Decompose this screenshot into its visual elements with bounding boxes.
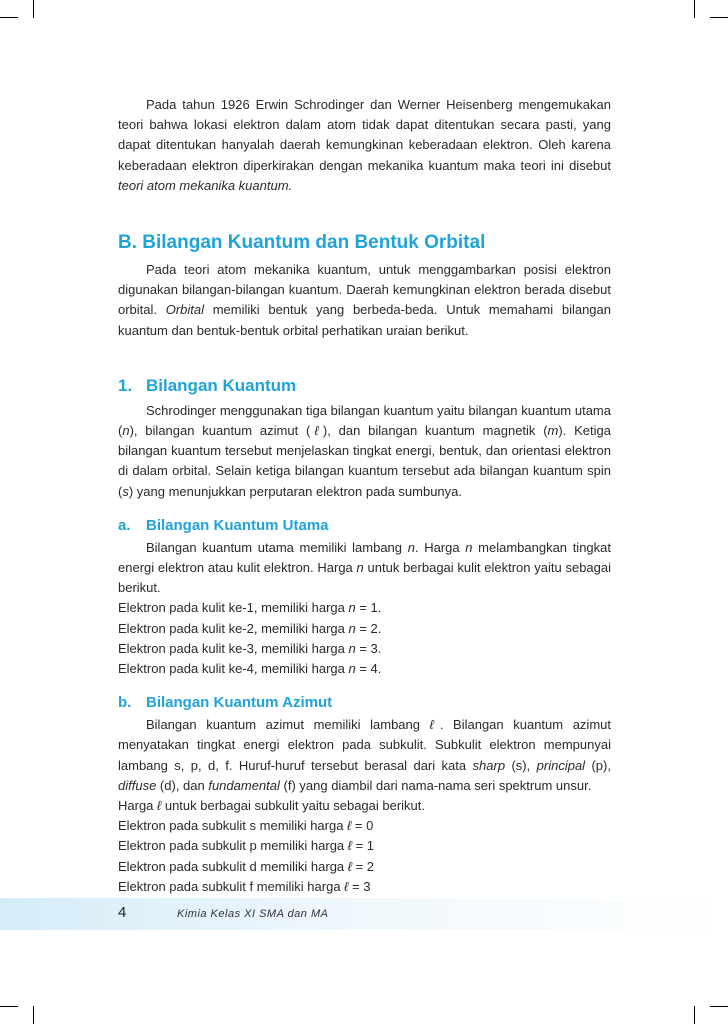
list-item-text: Elektron pada subkulit d memiliki harga <box>118 858 348 874</box>
page-body <box>118 95 611 897</box>
var-n: n <box>356 560 364 576</box>
sub1-text: ). Ketiga bilangan kuantum tersebut menjelaskan tingkat energi, bentuk, dan orientasi elektron di dalam orbital. Selain ketiga bilangan kuantum tersebut ada bilangan kuantum spin ( <box>118 423 611 499</box>
term-diffuse: diffuse <box>118 777 157 793</box>
sub1-text: ), bilangan kuantum azimut ( <box>129 423 311 439</box>
crop-mark <box>0 1006 18 1007</box>
sub-a-title: Bilangan Kuantum Utama <box>146 516 329 534</box>
list-item-value: = 1. <box>355 600 382 616</box>
crop-mark <box>0 17 18 18</box>
list-item-text: Elektron pada kulit ke-3, memiliki harga <box>118 640 349 656</box>
sub1-heading <box>118 375 611 397</box>
list-item-value: = 0 <box>351 818 374 834</box>
sub-b-text: (p), <box>585 757 611 773</box>
sub1-paragraph <box>118 401 611 502</box>
section-b-heading: B. Bilangan Kuantum dan Bentuk Orbital <box>118 232 486 254</box>
sub-a-text: melambangkan tingkat energi elektron atau kulit elektron. Harga <box>118 539 611 576</box>
intro-italic: teori atom mekanika kuantum. <box>118 177 293 193</box>
section-b-paragraph <box>118 260 611 341</box>
crop-mark <box>33 1006 34 1024</box>
list-item-value: = 4. <box>355 661 382 677</box>
list-item-text: Elektron pada kulit ke-4, memiliki harga <box>118 661 349 677</box>
sub-b-number: b. <box>118 694 132 712</box>
list-item-text: Elektron pada kulit ke-2, memiliki harga <box>118 620 349 636</box>
crop-mark <box>710 1006 728 1007</box>
sub1-text: ) yang menunjukkan perputaran elektron pada sumbunya. <box>128 483 463 499</box>
list-intro <box>118 796 611 816</box>
list-item <box>118 639 611 659</box>
var-l: ℓ <box>429 717 440 733</box>
sub-a-paragraph <box>118 538 611 599</box>
crop-mark <box>33 0 34 18</box>
var-n: n <box>348 600 356 616</box>
list-item-text: Elektron pada kulit ke-1, memiliki harga <box>118 600 349 616</box>
list-item <box>118 659 611 679</box>
var-n: n <box>348 620 356 636</box>
list-item-text: Elektron pada subkulit f memiliki harga <box>118 878 345 894</box>
var-l: ℓ <box>347 838 352 854</box>
var-n: n <box>465 539 473 555</box>
var-n: n <box>348 640 356 656</box>
term-fundamental: fundamental <box>208 777 280 793</box>
sub-b-text: (d), dan <box>156 777 209 793</box>
var-n: n <box>407 539 415 555</box>
sub-a-text: untuk berbagai kulit elektron yaitu sebagai berikut. <box>118 560 612 596</box>
section-b-text-end: memiliki bentuk yang berbeda-beda. Untuk memahami bilangan kuantum dan bentuk-bentuk orbital perhatikan uraian berikut. <box>118 302 611 338</box>
list-item-text: Elektron pada subkulit s memiliki harga <box>118 818 348 834</box>
sub-b-text: (s), <box>505 757 537 773</box>
sub-b-paragraph <box>118 715 611 796</box>
var-l: ℓ <box>344 878 349 894</box>
list-item-value: = 3. <box>355 640 382 656</box>
var-l: ℓ <box>347 858 352 874</box>
var-m: m <box>547 423 559 439</box>
var-n: n <box>348 661 356 677</box>
sub1-text: Schrodinger menggunakan tiga bilangan kuantum yaitu bilangan kuantum utama ( <box>118 402 611 439</box>
intro-text: Pada tahun 1926 Erwin Schrodinger dan Werner Heisenberg mengemukakan teori bahwa lokasi elektron dalam atom tidak dapat ditentukan secara pasti, yang dapat ditentukan hanyalah daerah kemungkinan keberadaan elektron. Oleh karena keberadaan elektron diperkirakan dengan mekanika kuantum maka teori ini disebut <box>118 97 611 173</box>
sub1-title: Bilangan Kuantum <box>146 375 297 395</box>
intro-paragraph <box>118 95 611 196</box>
list-item <box>118 857 611 877</box>
sub-b-text: . Bilangan kuantum azimut menyatakan tingkat energi elektron pada subkulit. Subkulit elektron mempunyai lambang s, p, d, f. Huruf-huruf tersebut berasal dari kata <box>118 717 611 773</box>
sub1-number: 1. <box>118 375 133 395</box>
list-item-value: = 2. <box>355 620 382 636</box>
list-item-text: Elektron pada subkulit p memiliki harga <box>118 838 348 854</box>
footer-band <box>0 898 728 930</box>
list-intro-text: Harga <box>118 798 158 814</box>
var-l: ℓ <box>310 423 323 439</box>
sub-b-text: Bilangan kuantum azimut memiliki lambang <box>146 717 430 733</box>
term-principal: principal <box>536 757 586 773</box>
sub-a-text: Bilangan kuantum utama memiliki lambang <box>146 539 408 555</box>
list-item <box>118 877 611 897</box>
list-item <box>118 836 611 856</box>
section-b-italic: Orbital <box>165 302 205 318</box>
book-title: Kimia Kelas XI SMA dan MA <box>177 908 329 920</box>
var-l: ℓ <box>157 798 162 814</box>
sub-b-title: Bilangan Kuantum Azimut <box>146 694 333 712</box>
sub-b-text: (f) yang diambil dari nama-nama seri spektrum unsur. <box>279 777 592 793</box>
sub-b-list <box>118 796 611 897</box>
list-item <box>118 598 611 618</box>
page-number: 4 <box>118 904 127 921</box>
crop-mark <box>694 0 695 18</box>
var-l: ℓ <box>347 818 352 834</box>
list-item-value: = 1 <box>351 838 375 854</box>
sub1-text: ), dan bilangan kuantum magnetik ( <box>322 423 548 439</box>
var-n: n <box>122 423 130 439</box>
sub-a-list <box>118 598 611 679</box>
sub-a-text: . Harga <box>414 539 466 555</box>
sub-b-heading <box>118 693 611 713</box>
list-item-value: = 2 <box>351 858 375 874</box>
var-s: s <box>122 483 129 499</box>
sub-a-heading <box>118 516 611 536</box>
term-sharp: sharp <box>472 757 506 773</box>
list-intro-text: untuk berbagai subkulit yaitu sebagai berikut. <box>161 798 426 814</box>
list-item-value: = 3 <box>348 878 371 894</box>
sub-a-number: a. <box>118 516 131 534</box>
crop-mark <box>710 17 728 18</box>
section-b-text: Pada teori atom mekanika kuantum, untuk menggambarkan posisi elektron digunakan bilangan-bilangan kuantum. Daerah kemungkinan elektron berada disebut orbital. <box>118 262 611 318</box>
list-item <box>118 816 611 836</box>
crop-mark <box>694 1006 695 1024</box>
list-item <box>118 619 611 639</box>
